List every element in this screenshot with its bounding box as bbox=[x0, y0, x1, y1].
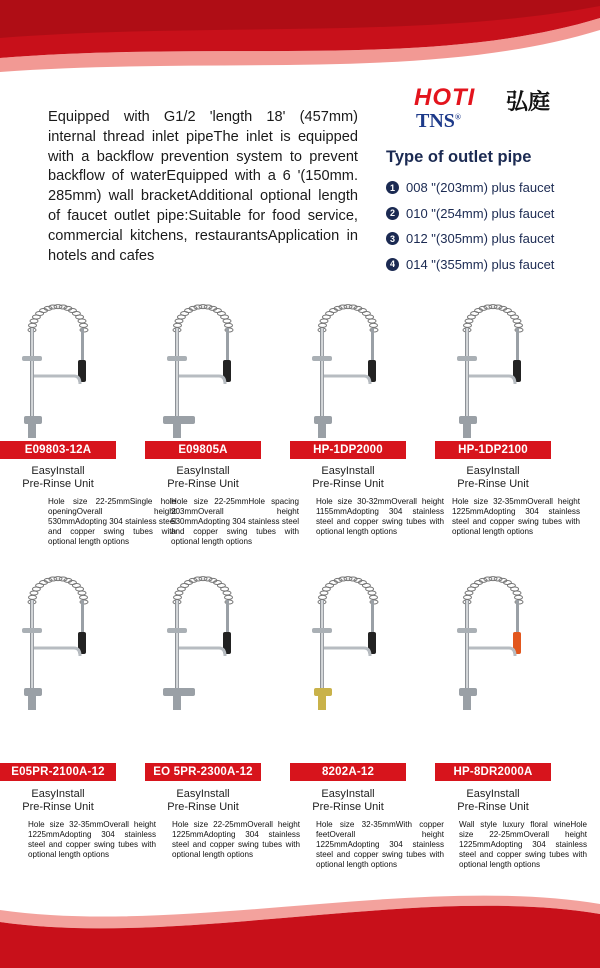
number-bullet-icon: 4 bbox=[386, 258, 399, 271]
product-description: Hole size 32-35mmOverall height 1225mmAdopting 304 stainless steel and copper swing tubes with optional length options bbox=[28, 820, 156, 859]
faucet-image bbox=[8, 298, 108, 443]
model-badge: E05PR-2100A-12 bbox=[0, 763, 116, 781]
product-description: Hole size 32-35mmWith copper feetOverall height 1225mmAdopting 304 stainless steel and copper swing tubes with optional length options bbox=[316, 820, 444, 869]
faucet-image-frame bbox=[443, 298, 543, 443]
faucet-image-frame bbox=[298, 570, 398, 715]
outlet-item-text: 012 "(305mm) plus faucet bbox=[406, 231, 555, 247]
faucet-image bbox=[153, 298, 253, 443]
product-subtitle-line2: Pre-Rinse Unit bbox=[167, 478, 239, 490]
product-subtitle-line1: EasyInstall bbox=[31, 465, 85, 477]
outlet-item bbox=[386, 226, 586, 252]
product-subtitle-line1: EasyInstall bbox=[466, 465, 520, 477]
logo-tns-text: TNS® bbox=[416, 110, 461, 132]
product-description: Hole size 22-25mmOverall height 1225mmAdopting 304 stainless steel and copper swing tubes with optional length options bbox=[172, 820, 300, 859]
product-subtitle-line2: Pre-Rinse Unit bbox=[457, 801, 529, 813]
outlet-item-text: 008 "(203mm) plus faucet bbox=[406, 180, 555, 196]
outlet-pipe-section bbox=[386, 148, 586, 277]
number-bullet-icon: 1 bbox=[386, 181, 399, 194]
product-subtitle-line1: EasyInstall bbox=[321, 788, 375, 800]
model-badge: HP-1DP2100 bbox=[435, 441, 551, 459]
product-subtitle-line2: Pre-Rinse Unit bbox=[457, 478, 529, 490]
product-subtitle-line2: Pre-Rinse Unit bbox=[312, 478, 384, 490]
product-description: Hole size 22-25mmSingle hole openingOverall height 530mmAdopting 304 stainless steel and copper swing tubes with optional length options bbox=[48, 497, 176, 546]
product-description: Wall style luxury floral wineHole size 22-25mmOverall height 1225mmAdopting 304 stainless steel and copper swing tubes with optional length options bbox=[459, 820, 587, 869]
footer-swoosh bbox=[0, 878, 600, 968]
model-badge: E09805A bbox=[145, 441, 261, 459]
faucet-image-frame bbox=[443, 570, 543, 715]
outlet-item bbox=[386, 252, 586, 278]
faucet-image-frame bbox=[153, 570, 253, 715]
outlet-title: Type of outlet pipe bbox=[386, 148, 532, 166]
product-subtitle-line2: Pre-Rinse Unit bbox=[22, 801, 94, 813]
product-subtitle-line1: EasyInstall bbox=[321, 465, 375, 477]
faucet-image bbox=[443, 570, 543, 715]
faucet-image bbox=[298, 298, 398, 443]
model-badge: HP-8DR2000A bbox=[435, 763, 551, 781]
faucet-image-frame bbox=[298, 298, 398, 443]
product-description: Hole size 32-35mmOverall height 1225mmAdopting 304 stainless steel and copper swing tubes with optional length options bbox=[452, 497, 580, 536]
model-badge: 8202A-12 bbox=[290, 763, 406, 781]
faucet-image bbox=[298, 570, 398, 715]
brand-logo bbox=[414, 84, 574, 134]
product-subtitle-line1: EasyInstall bbox=[31, 788, 85, 800]
model-badge: E09803-12A bbox=[0, 441, 116, 459]
product-subtitle-line2: Pre-Rinse Unit bbox=[312, 801, 384, 813]
product-subtitle-line1: EasyInstall bbox=[466, 788, 520, 800]
number-bullet-icon: 2 bbox=[386, 207, 399, 220]
outlet-item bbox=[386, 175, 586, 201]
number-bullet-icon: 3 bbox=[386, 232, 399, 245]
product-subtitle-line1: EasyInstall bbox=[176, 788, 230, 800]
logo-chinese-text: 弘庭 bbox=[506, 90, 551, 115]
model-badge: HP-1DP2000 bbox=[290, 441, 406, 459]
faucet-image bbox=[153, 570, 253, 715]
product-subtitle-line2: Pre-Rinse Unit bbox=[167, 801, 239, 813]
faucet-image-frame bbox=[8, 570, 108, 715]
product-description: Hole size 22-25mmHole spacing 203mmOverall height 530mmAdopting 304 stainless steel and copper swing tubes with optional length options bbox=[171, 497, 299, 546]
outlet-item-text: 014 "(355mm) plus faucet bbox=[406, 256, 555, 272]
product-subtitle-line1: EasyInstall bbox=[176, 465, 230, 477]
outlet-item-text: 010 "(254mm) plus faucet bbox=[406, 205, 555, 221]
faucet-image-frame bbox=[8, 298, 108, 443]
outlet-item bbox=[386, 201, 586, 227]
intro-paragraph: Equipped with G1/2 'length 18' (457mm) internal thread inlet pipeThe inlet is equipped with a backflow prevention system to prevent backflow of waterEquipped with a 6 '(150mm. 285mm) wall bracketAdditional optional length of faucet outlet pipe:Suitable for food service, commercial kitchens, restaurantsApplication in hotels and cafes bbox=[48, 109, 358, 264]
faucet-image bbox=[443, 298, 543, 443]
faucet-image-frame bbox=[153, 298, 253, 443]
logo-hoti-text: HOTI bbox=[414, 84, 476, 111]
faucet-image bbox=[8, 570, 108, 715]
product-description: Hole size 30-32mmOverall height 1155mmAdopting 304 stainless steel and copper swing tubes with optional length options bbox=[316, 497, 444, 536]
product-subtitle-line2: Pre-Rinse Unit bbox=[22, 478, 94, 490]
model-badge: EO 5PR-2300A-12 bbox=[145, 763, 261, 781]
